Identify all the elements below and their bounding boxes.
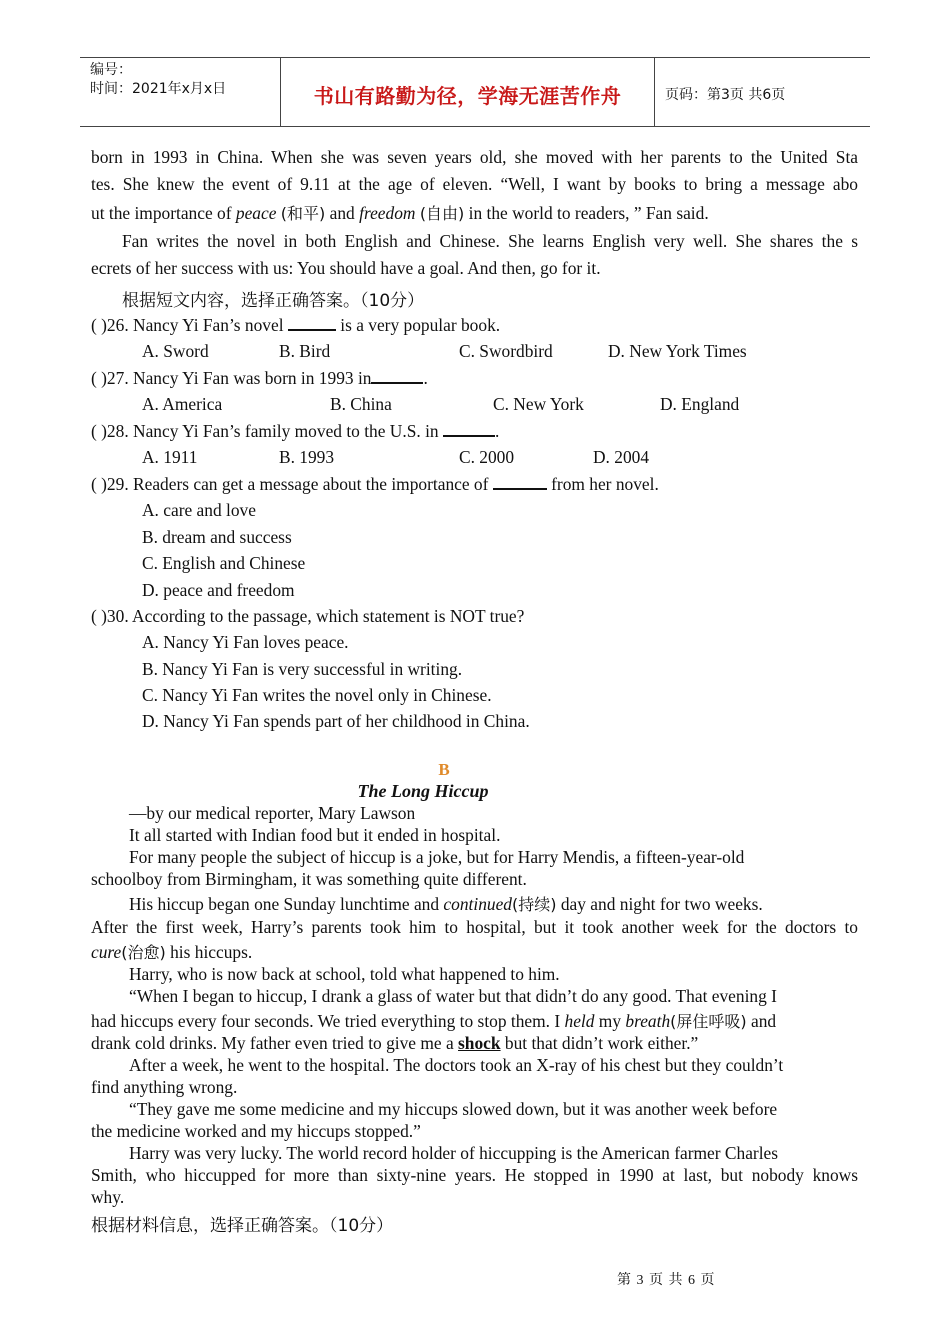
keyword-cure: cure — [91, 942, 122, 962]
keyword-shock: shock — [458, 1033, 501, 1053]
article-line: find anything wrong. — [91, 1077, 238, 1097]
option: A. Nancy Yi Fan loves peace. — [142, 632, 349, 652]
option: C. Swordbird — [459, 341, 553, 361]
keyword-peace: peace — [235, 203, 277, 223]
option: D. 2004 — [593, 447, 650, 467]
option: B. dream and success — [142, 527, 292, 547]
page-header — [80, 57, 870, 127]
option: D. New York Times — [608, 341, 747, 361]
option: C. New York — [493, 394, 584, 414]
article-line: After a week, he went to the hospital. The doctors took an X-ray of his chest but they couldn’t — [129, 1055, 784, 1075]
question-stem: . — [494, 421, 500, 441]
option: A. care and love — [142, 500, 256, 520]
section-b-label: B — [438, 760, 450, 779]
page-footer: 第 3 页 共 6 页 — [617, 1273, 716, 1288]
question-30 — [91, 606, 524, 627]
question-26 — [91, 315, 500, 336]
question-stem: ( )26. Nancy Yi Fan’s novel — [91, 315, 288, 335]
gloss-peace: (和平) — [280, 204, 326, 223]
article-line: It all started with Indian food but it ended in hospital. — [129, 825, 501, 845]
article-line — [91, 940, 252, 963]
answer-blank — [371, 368, 423, 384]
option: C. 2000 — [459, 447, 515, 467]
text-run: in the world to readers, ” Fan said. — [464, 203, 709, 223]
text-run: ut the importance of — [91, 203, 236, 223]
article-line: Harry, who is now back at school, told what happened to him. — [129, 964, 560, 984]
option: B. Nancy Yi Fan is very successful in writing. — [142, 659, 463, 679]
option: B. 1993 — [279, 447, 335, 467]
passage-line: tes. She knew the event of 9.11 at the age of eleven. “Well, I want by books to bring a message abo — [91, 174, 858, 194]
header-page-info: 页码：第3页 共6页 — [665, 87, 786, 103]
section-a-instruction: 根据短文内容，选择正确答案。（10分） — [122, 291, 425, 311]
gloss-cure: (治愈) — [121, 943, 166, 962]
article-line: schoolboy from Birmingham, it was something quite different. — [91, 869, 527, 889]
question-stem: ( )29. Readers can get a message about the importance of — [91, 474, 493, 494]
question-27 — [91, 368, 428, 389]
option: C. English and Chinese — [142, 553, 306, 573]
gloss-freedom: (自由) — [419, 204, 465, 223]
keyword-continued: continued — [443, 894, 512, 914]
question-stem: . — [423, 368, 428, 388]
option: D. peace and freedom — [142, 580, 295, 600]
text-run: my — [594, 1011, 626, 1031]
option: A. 1911 — [142, 447, 198, 467]
option: C. Nancy Yi Fan writes the novel only in Chinese. — [142, 685, 492, 705]
text-run: day and night for two weeks. — [556, 894, 763, 914]
text-run: His hiccup began one Sunday lunchtime and — [129, 894, 444, 914]
option: A. America — [142, 394, 223, 414]
text-run: drank cold drinks. My father even tried to give me a — [91, 1033, 459, 1053]
question-stem: ( )30. According to the passage, which statement is NOT true? — [91, 606, 525, 626]
passage-line: Fan writes the novel in both English and Chinese. She learns English very well. She shares the s — [122, 231, 858, 251]
question-stem: ( )28. Nancy Yi Fan’s family moved to the U.S. in — [91, 421, 443, 441]
article-line: After the first week, Harry’s parents took him to hospital, but it took another week for the doctors to — [91, 917, 858, 937]
header-divider — [654, 58, 655, 126]
article-line: “When I began to hiccup, I drank a glass of water but that didn’t do any good. That evening I — [129, 986, 777, 1006]
time-label: 时间：2021年x月x日 — [90, 81, 227, 97]
text-run: and — [746, 1011, 777, 1031]
passage-line: born in 1993 in China. When she was seven years old, she moved with her parents to the United Sta — [91, 147, 858, 167]
answer-blank — [443, 421, 495, 437]
text-run: but that didn’t work either.” — [500, 1033, 699, 1053]
article-line — [91, 1033, 698, 1054]
question-stem: is a very popular book. — [335, 315, 501, 335]
article-line — [91, 1009, 776, 1032]
option: B. China — [330, 394, 392, 414]
question-28 — [91, 421, 499, 442]
article-title: The Long Hiccup — [357, 781, 489, 801]
question-stem: from her novel. — [546, 474, 659, 494]
article-line: “They gave me some medicine and my hiccups slowed down, but it was another week before — [129, 1099, 778, 1119]
gloss-continued: (持续) — [512, 895, 557, 914]
section-b-instruction: 根据材料信息，选择正确答案。（10分） — [91, 1216, 394, 1236]
keyword-freedom: freedom — [359, 203, 416, 223]
option: A. Sword — [142, 341, 209, 361]
article-line: the medicine worked and my hiccups stopped.” — [91, 1121, 421, 1141]
article-line — [129, 892, 763, 915]
article-line: why. — [91, 1187, 125, 1207]
answer-blank — [493, 474, 547, 490]
passage-line — [91, 201, 709, 224]
article-line: Harry was very lucky. The world record holder of hiccupping is the American farmer Charles — [129, 1143, 779, 1163]
article-line: For many people the subject of hiccup is a joke, but for Harry Mendis, a fifteen-year-old — [129, 847, 745, 867]
serial-label: 编号： — [90, 62, 132, 78]
keyword-breath: breath — [625, 1011, 671, 1031]
gloss-breath: (屏住呼吸) — [670, 1012, 747, 1031]
text-run: and — [325, 203, 360, 223]
header-meta — [90, 61, 226, 99]
text-run: had hiccups every four seconds. We tried everything to stop them. I — [91, 1011, 565, 1031]
answer-blank — [288, 315, 336, 331]
question-stem: ( )27. Nancy Yi Fan was born in 1993 in — [91, 368, 372, 388]
keyword-held: held — [564, 1011, 595, 1031]
text-run: his hiccups. — [165, 942, 253, 962]
option: D. Nancy Yi Fan spends part of her childhood in China. — [142, 711, 530, 731]
option: B. Bird — [279, 341, 331, 361]
byline: —by our medical reporter, Mary Lawson — [129, 803, 416, 823]
passage-line: ecrets of her success with us: You should have a goal. And then, go for it. — [91, 258, 601, 278]
question-29 — [91, 474, 659, 495]
option: D. England — [660, 394, 740, 414]
header-motto: 书山有路勤为径，学海无涯苦作舟 — [313, 84, 622, 108]
article-line: Smith, who hiccupped for more than sixty-nine years. He stopped in 1990 at last, but nobody knows — [91, 1165, 858, 1185]
